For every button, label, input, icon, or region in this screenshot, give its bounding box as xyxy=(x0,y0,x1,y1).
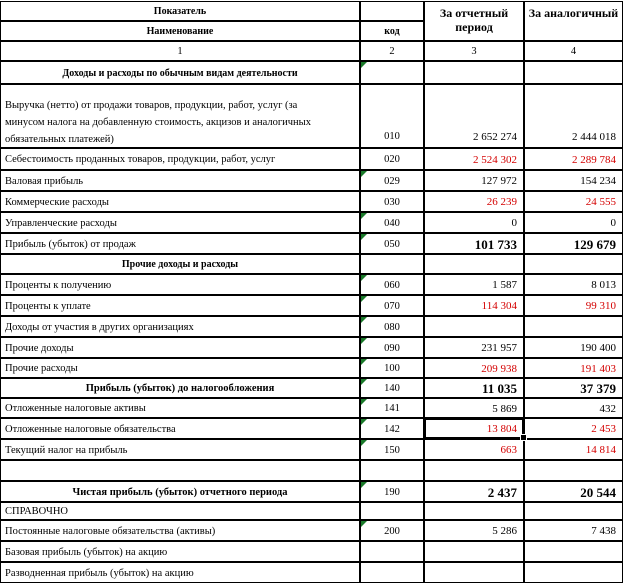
comment-marker-icon xyxy=(361,359,367,365)
row-other_inc-prior[interactable]: 190 400 xyxy=(524,337,623,358)
row-dtl-code[interactable]: 142 xyxy=(360,418,424,439)
comment-marker-icon xyxy=(361,275,367,281)
row-gross-code[interactable]: 029 xyxy=(360,170,424,191)
row-basic_eps-prior[interactable] xyxy=(524,541,623,562)
row-sales_profit-code[interactable]: 050 xyxy=(360,233,424,254)
row-net-label[interactable]: Чистая прибыль (убыток) отчетного периода xyxy=(0,481,360,502)
row-dta-label[interactable]: Отложенные налоговые активы xyxy=(0,398,360,418)
row-selling-code[interactable]: 030 xyxy=(360,191,424,212)
row-interest_recv-current[interactable]: 1 587 xyxy=(424,274,524,295)
row-gross-current[interactable]: 127 972 xyxy=(424,170,524,191)
blank-row-prior[interactable] xyxy=(524,460,623,481)
row-basic_eps-code[interactable] xyxy=(360,541,424,562)
row-revenue-current[interactable]: 2 652 274 xyxy=(424,84,524,148)
row-gross-prior[interactable]: 154 234 xyxy=(524,170,623,191)
section-other[interactable]: Прочие доходы и расходы xyxy=(0,254,360,274)
row-interest_recv-code[interactable]: 060 xyxy=(360,274,424,295)
row-perm-code[interactable]: 200 xyxy=(360,520,424,541)
row-interest_pay-prior[interactable]: 99 310 xyxy=(524,295,623,316)
row-other_exp-prior[interactable]: 191 403 xyxy=(524,358,623,378)
section-other-cur[interactable] xyxy=(424,254,524,274)
row-other_exp-current[interactable]: 209 938 xyxy=(424,358,524,378)
row-other_inc-label[interactable]: Прочие доходы xyxy=(0,337,360,358)
row-participation-current[interactable] xyxy=(424,316,524,337)
row-admin-prior[interactable]: 0 xyxy=(524,212,623,233)
row-other_inc-current[interactable]: 231 957 xyxy=(424,337,524,358)
row-perm-label[interactable]: Постоянные налоговые обязательства (активы) xyxy=(0,520,360,541)
row-pretax-prior[interactable]: 37 379 xyxy=(524,378,623,398)
comment-marker-icon xyxy=(361,338,367,344)
comment-marker-icon xyxy=(361,379,367,385)
comment-marker-icon xyxy=(361,482,367,488)
row-admin-label[interactable]: Управленческие расходы xyxy=(0,212,360,233)
row-other_inc-code[interactable]: 090 xyxy=(360,337,424,358)
row-perm-current[interactable]: 5 286 xyxy=(424,520,524,541)
row-admin-code[interactable]: 040 xyxy=(360,212,424,233)
row-cogs-current[interactable]: 2 524 302 xyxy=(424,148,524,170)
row-admin-current[interactable]: 0 xyxy=(424,212,524,233)
row-interest_pay-current[interactable]: 114 304 xyxy=(424,295,524,316)
row-selling-current[interactable]: 26 239 xyxy=(424,191,524,212)
row-basic_eps-label[interactable]: Базовая прибыль (убыток) на акцию xyxy=(0,541,360,562)
section-reference-cur[interactable] xyxy=(424,502,524,520)
row-sales_profit-label[interactable]: Прибыль (убыток) от продаж xyxy=(0,233,360,254)
header-prior-period[interactable]: За аналогичный xyxy=(524,1,623,41)
row-interest_pay-label[interactable]: Проценты к уплате xyxy=(0,295,360,316)
header-num-3[interactable]: 3 xyxy=(424,41,524,61)
comment-marker-icon xyxy=(361,317,367,323)
revenue-label-line-3: обязательных платежей) xyxy=(5,134,114,145)
section-ordinary-cur[interactable] xyxy=(424,61,524,84)
comment-marker-icon xyxy=(361,213,367,219)
row-interest_pay-code[interactable]: 070 xyxy=(360,295,424,316)
header-current-period[interactable]: За отчетный период xyxy=(424,1,524,41)
row-dtl-label[interactable]: Отложенные налоговые обязательства xyxy=(0,418,360,439)
row-net-code[interactable]: 190 xyxy=(360,481,424,502)
row-gross-label[interactable]: Валовая прибыль xyxy=(0,170,360,191)
row-basic_eps-current[interactable] xyxy=(424,541,524,562)
header-code[interactable]: код xyxy=(360,21,424,41)
row-cogs-code[interactable]: 020 xyxy=(360,148,424,170)
row-selling-label[interactable]: Коммерческие расходы xyxy=(0,191,360,212)
header-num-1[interactable]: 1 xyxy=(0,41,360,61)
row-dtl-prior[interactable]: 2 453 xyxy=(524,418,623,439)
row-net-prior[interactable]: 20 544 xyxy=(524,481,623,502)
comment-marker-icon xyxy=(361,171,367,177)
row-diluted_eps-label[interactable]: Разводненная прибыль (убыток) на акцию xyxy=(0,562,360,583)
row-tax-prior[interactable]: 14 814 xyxy=(524,439,623,460)
header-num-4[interactable]: 4 xyxy=(524,41,623,61)
blank-row-code[interactable] xyxy=(360,460,424,481)
section-other-prior[interactable] xyxy=(524,254,623,274)
row-participation-label[interactable]: Доходы от участия в других организациях xyxy=(0,316,360,337)
row-revenue-label[interactable] xyxy=(0,84,360,148)
row-cogs-label[interactable]: Себестоимость проданных товаров, продукции, работ, услуг xyxy=(0,148,360,170)
row-perm-prior[interactable]: 7 438 xyxy=(524,520,623,541)
section-ordinary-prior[interactable] xyxy=(524,61,623,84)
row-tax-code[interactable]: 150 xyxy=(360,439,424,460)
row-revenue-code[interactable]: 010 xyxy=(360,84,424,148)
row-pretax-current[interactable]: 11 035 xyxy=(424,378,524,398)
blank-row-label[interactable] xyxy=(0,460,360,481)
row-tax-label[interactable]: Текущий налог на прибыль xyxy=(0,439,360,460)
section-other-code[interactable] xyxy=(360,254,424,274)
row-interest_recv-label[interactable]: Проценты к получению xyxy=(0,274,360,295)
row-diluted_eps-current[interactable] xyxy=(424,562,524,583)
row-participation-code[interactable]: 080 xyxy=(360,316,424,337)
row-pretax-code[interactable]: 140 xyxy=(360,378,424,398)
row-net-current[interactable]: 2 437 xyxy=(424,481,524,502)
row-selling-prior[interactable]: 24 555 xyxy=(524,191,623,212)
row-cogs-prior[interactable]: 2 289 784 xyxy=(524,148,623,170)
header-blank[interactable] xyxy=(360,1,424,21)
section-ordinary[interactable]: Доходы и расходы по обычным видам деятельности xyxy=(0,61,360,84)
comment-marker-icon xyxy=(361,62,367,68)
row-participation-prior[interactable] xyxy=(524,316,623,337)
blank-row-cur[interactable] xyxy=(424,460,524,481)
row-tax-current[interactable]: 663 xyxy=(424,439,524,460)
row-other_exp-label[interactable]: Прочие расходы xyxy=(0,358,360,378)
comment-marker-icon xyxy=(361,234,367,240)
selection-fill-handle[interactable] xyxy=(520,434,527,441)
section-reference[interactable]: СПРАВОЧНО xyxy=(0,502,360,520)
row-interest_recv-prior[interactable]: 8 013 xyxy=(524,274,623,295)
section-ordinary-code[interactable] xyxy=(360,61,424,84)
comment-marker-icon xyxy=(361,399,367,405)
revenue-label-line-2: минусом налога на добавленную стоимость, акцизов и аналогичных xyxy=(5,117,311,128)
header-indicator[interactable]: Показатель xyxy=(0,1,360,21)
section-reference-prior[interactable] xyxy=(524,502,623,520)
comment-marker-icon xyxy=(361,419,367,425)
row-pretax-label[interactable]: Прибыль (убыток) до налогообложения xyxy=(0,378,360,398)
row-sales_profit-current[interactable]: 101 733 xyxy=(424,233,524,254)
row-other_exp-code[interactable]: 100 xyxy=(360,358,424,378)
row-dta-prior[interactable]: 432 xyxy=(524,398,623,418)
comment-marker-icon xyxy=(361,296,367,302)
row-sales_profit-prior[interactable]: 129 679 xyxy=(524,233,623,254)
header-num-2[interactable]: 2 xyxy=(360,41,424,61)
row-diluted_eps-code[interactable] xyxy=(360,562,424,583)
row-revenue-prior[interactable]: 2 444 018 xyxy=(524,84,623,148)
row-dta-current[interactable]: 5 869 xyxy=(424,398,524,418)
section-reference-code[interactable] xyxy=(360,502,424,520)
row-diluted_eps-prior[interactable] xyxy=(524,562,623,583)
revenue-label-line-1: Выручка (нетто) от продажи товаров, продукции, работ, услуг (за xyxy=(5,100,298,111)
header-name[interactable]: Наименование xyxy=(0,21,360,41)
comment-marker-icon xyxy=(361,521,367,527)
row-dtl-current[interactable]: 13 804 xyxy=(424,418,524,439)
comment-marker-icon xyxy=(361,440,367,446)
row-dta-code[interactable]: 141 xyxy=(360,398,424,418)
